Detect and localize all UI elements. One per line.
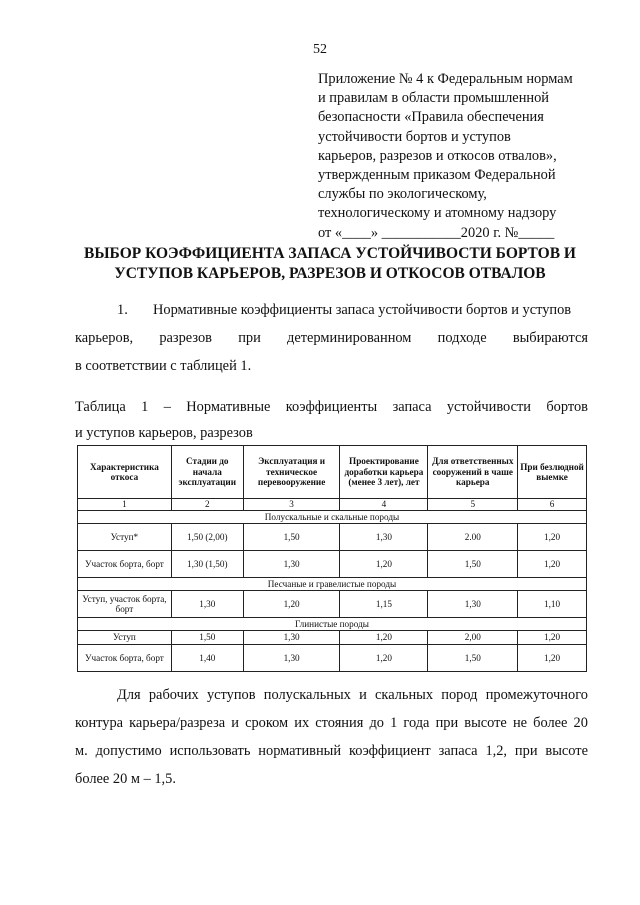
title-line: ВЫБОР КОЭФФИЦИЕНТА ЗАПАСА УСТОЙЧИВОСТИ БОРТОВ И	[84, 245, 576, 262]
table-row	[78, 551, 587, 578]
table-cell: 1,20	[340, 631, 428, 645]
word: м.	[75, 743, 88, 759]
table-cell: Уступ, участок борта, борт	[78, 591, 172, 618]
word: не	[512, 715, 528, 731]
table-cell: 2.00	[428, 524, 518, 551]
appendix-header	[318, 70, 608, 243]
table-cell: 1,30	[243, 631, 340, 645]
word: рабочих	[148, 687, 199, 703]
table-cell: 1,15	[340, 591, 428, 618]
word: допустимо	[95, 743, 162, 759]
table-cell: 1,50 (2,00)	[171, 524, 243, 551]
page-number: 52	[313, 42, 327, 57]
word: их	[294, 715, 310, 731]
table-row	[78, 631, 587, 645]
paragraph-line	[75, 324, 588, 352]
paragraph-line: более 20 м – 1,5.	[75, 771, 176, 787]
word: карьера/разреза	[129, 715, 226, 731]
word: запаса	[438, 743, 478, 759]
header-cell: Проектирование доработки карьера (менее 3 лет), лет	[340, 446, 428, 499]
paragraph-line	[75, 709, 588, 737]
word: Нормативные	[186, 399, 271, 415]
word: устойчивости	[446, 399, 531, 415]
section-row	[78, 578, 587, 591]
section-row	[78, 618, 587, 631]
table-cell: 1,30	[243, 645, 340, 672]
table-cell: 1,30	[340, 524, 428, 551]
word: высоте	[464, 715, 507, 731]
table-cell: 1,20	[518, 631, 587, 645]
appendix-line: карьеров, разрезов и откосов отвалов»,	[318, 147, 557, 164]
header-cell: При безлюдной выемке	[518, 446, 587, 499]
word: Для	[117, 687, 141, 703]
table-caption	[75, 394, 588, 446]
paragraph-line	[75, 296, 588, 324]
paragraph-line	[75, 737, 588, 765]
word: сроком	[245, 715, 289, 731]
table-cell: Участок борта, борт	[78, 645, 172, 672]
table-cell: 1,20	[518, 524, 587, 551]
document-title	[60, 244, 600, 284]
word: детерминированном	[287, 330, 412, 346]
word: разрезов	[159, 330, 212, 346]
table-row	[78, 591, 587, 618]
table-cell: 1,50	[243, 524, 340, 551]
coefficients-table	[77, 445, 587, 672]
table-cell: Участок борта, борт	[78, 551, 172, 578]
word: 1,2,	[485, 743, 508, 759]
table-cell: 1,30 (1,50)	[171, 551, 243, 578]
header-cell: Эксплуатация и техническое перевооружение	[243, 446, 340, 499]
table-cell: 1,30	[428, 591, 518, 618]
word: и	[359, 687, 367, 703]
word: коэффициент	[348, 743, 431, 759]
word: высоте	[545, 743, 588, 759]
header-cell: Для ответственных сооружений в чаше карьера	[428, 446, 518, 499]
word: запаса	[392, 399, 432, 415]
column-number: 5	[428, 499, 518, 511]
word: 1	[141, 399, 149, 415]
word: Таблица	[75, 399, 126, 415]
caption-line	[75, 394, 588, 420]
section-title: Полускальные и скальные породы	[78, 511, 587, 524]
table-cell: 1,20	[340, 551, 428, 578]
appendix-line: устойчивости бортов и уступов	[318, 128, 511, 145]
header-cell: Стадии до начала эксплуатации	[171, 446, 243, 499]
section-title: Песчаные и гравелистые породы	[78, 578, 587, 591]
column-number-row	[78, 499, 587, 511]
word: и	[231, 715, 239, 731]
paragraph-text: Нормативные коэффициенты запаса устойчивости бортов и уступов	[152, 302, 572, 318]
word: более	[533, 715, 568, 731]
table-cell: 1,30	[171, 591, 243, 618]
section-title: Глинистые породы	[78, 618, 587, 631]
table-cell: 1,50	[171, 631, 243, 645]
title-line: УСТУПОВ КАРЬЕРОВ, РАЗРЕЗОВ И ОТКОСОВ ОТВАЛОВ	[114, 265, 546, 282]
word: пород	[441, 687, 478, 703]
column-number: 4	[340, 499, 428, 511]
paragraph-1	[75, 296, 588, 380]
table-cell: 1,20	[340, 645, 428, 672]
word: промежуточного	[485, 687, 588, 703]
word: уступов	[206, 687, 256, 703]
column-number: 6	[518, 499, 587, 511]
word: при	[435, 715, 459, 731]
word: коэффициенты	[285, 399, 378, 415]
header-cell: Характеристика откоса	[78, 446, 172, 499]
table-cell: 1,50	[428, 551, 518, 578]
word: использовать	[169, 743, 251, 759]
appendix-line: и правилам в области промышленной	[318, 90, 549, 107]
column-number: 1	[78, 499, 172, 511]
paragraph-2	[75, 681, 588, 793]
item-number: 1.	[117, 302, 128, 318]
paragraph-line: в соответствии с таблицей 1.	[75, 358, 252, 374]
appendix-line: службы по экологическому,	[318, 186, 487, 203]
appendix-line: от «____» ___________2020 г. №_____	[318, 224, 555, 241]
word: 1	[390, 715, 398, 731]
table-cell: 2,00	[428, 631, 518, 645]
table-row	[78, 524, 587, 551]
word: года	[403, 715, 430, 731]
word: стояния	[315, 715, 364, 731]
word: при	[514, 743, 538, 759]
table-row	[78, 645, 587, 672]
word: бортов	[546, 399, 588, 415]
word: контура	[75, 715, 124, 731]
appendix-line: утвержденным приказом Федеральной	[318, 167, 556, 184]
column-number: 2	[171, 499, 243, 511]
appendix-line: Приложение № 4 к Федеральным нормам	[318, 71, 573, 87]
word: 20	[573, 715, 588, 731]
word: подходе	[437, 330, 487, 346]
word: при	[238, 330, 261, 346]
word: карьеров,	[75, 330, 134, 346]
table-cell: 1,40	[171, 645, 243, 672]
caption-line: и уступов карьеров, разрезов	[75, 425, 253, 441]
appendix-line: технологическому и атомному надзору	[318, 205, 557, 222]
section-row	[78, 511, 587, 524]
table-cell: 1,20	[518, 551, 587, 578]
word: –	[163, 399, 171, 415]
word: нормативный	[258, 743, 342, 759]
table-cell: Уступ*	[78, 524, 172, 551]
table-cell: 1,10	[518, 591, 587, 618]
table-cell: 1,50	[428, 645, 518, 672]
table-cell: 1,30	[243, 551, 340, 578]
table-header-row	[78, 446, 587, 499]
table-cell: Уступ	[78, 631, 172, 645]
word: полускальных	[263, 687, 351, 703]
column-number: 3	[243, 499, 340, 511]
word: скальных	[375, 687, 434, 703]
table-cell: 1,20	[243, 591, 340, 618]
word: до	[369, 715, 384, 731]
paragraph-line	[75, 681, 588, 709]
word: выбираются	[512, 330, 588, 346]
table-cell: 1,20	[518, 645, 587, 672]
appendix-line: безопасности «Правила обеспечения	[318, 109, 544, 126]
